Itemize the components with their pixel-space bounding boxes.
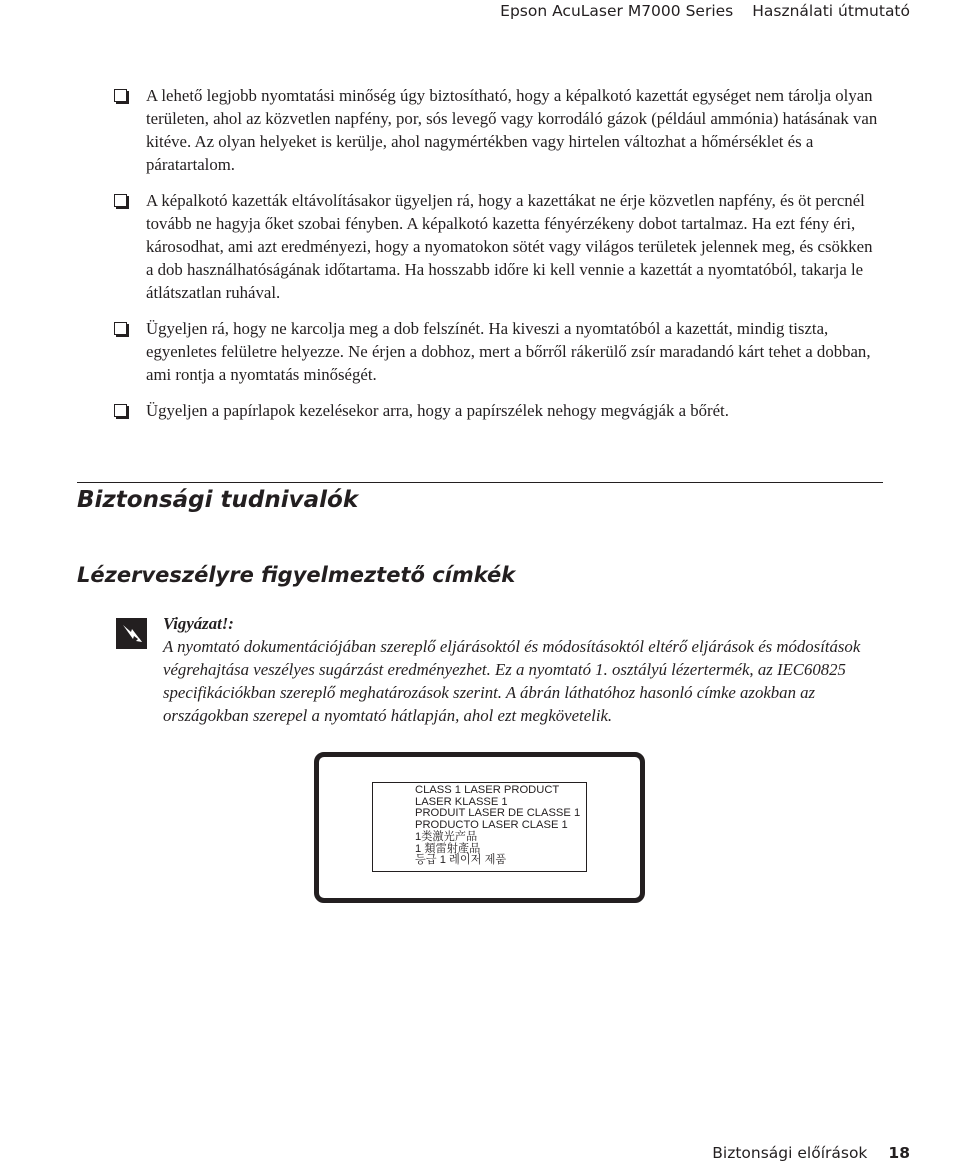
- bullet-text: Ügyeljen rá, hogy ne karcolja meg a dob felszínét. Ha kiveszi a nyomtatóból a kazettát, mindig tiszta, egyenletes felületre helyezze. Ne érjen a dobhoz, mert a bőrről rákerülő zsír maradandó kárt tehet a dobban, ami rontja a nyomtatás minőségét.: [146, 319, 871, 384]
- laser-label-line: 1 類雷射產品: [415, 842, 481, 855]
- checkbox-bullet-icon: [114, 322, 127, 335]
- subsection-heading: Lézerveszélyre figyelmeztető címkék: [77, 563, 516, 587]
- laser-label-line: 등급 1 레이저 제품: [415, 854, 507, 867]
- page-footer: [712, 1142, 910, 1164]
- laser-label-line: PRODUCTO LASER CLASE 1: [415, 819, 568, 832]
- list-item: [114, 317, 884, 386]
- page-header: [500, 0, 910, 22]
- header-product-name: Epson AcuLaser M7000 Series: [500, 2, 734, 20]
- warning-note: [163, 612, 883, 727]
- laser-label-line: CLASS 1 LASER PRODUCT: [415, 784, 560, 796]
- laser-label-line: 1类激光产品: [415, 830, 478, 843]
- list-item: [114, 189, 884, 304]
- checkbox-bullet-icon: [114, 89, 127, 102]
- bullet-text: Ügyeljen a papírlapok kezelésekor arra, hogy a papírszélek nehogy megvágják a bőrét.: [146, 401, 729, 420]
- laser-label-line: PRODUIT LASER DE CLASSE 1: [415, 807, 581, 820]
- bullet-list: [114, 84, 884, 435]
- warning-text: A nyomtató dokumentációjában szereplő eljárásoktól és módosításoktól eltérő eljárások és módosítások végrehajtása veszélyes sugárzást eredményezhet. Ez a nyomtató 1. osztályú lézertermék, az IEC60825 specifikációkban szereplő meghatározások szerint. A ábrán láthatóhoz hasonló címke azokban az országokban szerepel a nyomtató hátlapján, ahol ezt megkövetelik.: [163, 637, 861, 725]
- warning-title: Vigyázat!:: [163, 614, 234, 633]
- list-item: [114, 399, 884, 422]
- bullet-text: A lehető legjobb nyomtatási minőség úgy biztosítható, hogy a képalkotó kazettát egységet nem tárolja olyan területen, ahol az közvetlen napfény, por, sós levegő vagy korrodáló gázok (például ammónia) hatásának van kitéve. Az olyan helyeket is kerülje, ahol nagymértékben vagy hirtelen változhat a hőmérséklet és a páratartalom.: [146, 86, 878, 174]
- header-guide-title: Használati útmutató: [752, 2, 910, 20]
- page-number: 18: [888, 1144, 910, 1162]
- laser-label-line: LASER KLASSE 1: [415, 795, 508, 808]
- bullet-text: A képalkotó kazetták eltávolításakor ügyeljen rá, hogy a kazettákat ne érje közvetlen napfény, és öt percnél tovább ne hagyja őket szobai fényben. A képalkotó kazetta fényérzékeny dobot tartalmaz. Ha ezt fény éri, károsodhat, ami azt eredményezi, hogy a nyomatokon sötét vagy világos területek jelennek meg, és csökken a dob használhatóságának időtartama. Ha hosszabb időre ki kell vennie a kazettát a nyomtatóból, takarja le átlátszatlan ruhával.: [146, 191, 873, 302]
- section-heading: Biztonsági tudnivalók: [77, 487, 359, 513]
- checkbox-bullet-icon: [114, 404, 127, 417]
- laser-label-text: [415, 785, 580, 867]
- section-divider: [77, 482, 883, 483]
- list-item: [114, 84, 884, 176]
- checkbox-bullet-icon: [114, 194, 127, 207]
- footer-chapter: Biztonsági előírások: [712, 1144, 868, 1162]
- warning-lightning-icon: [116, 618, 147, 649]
